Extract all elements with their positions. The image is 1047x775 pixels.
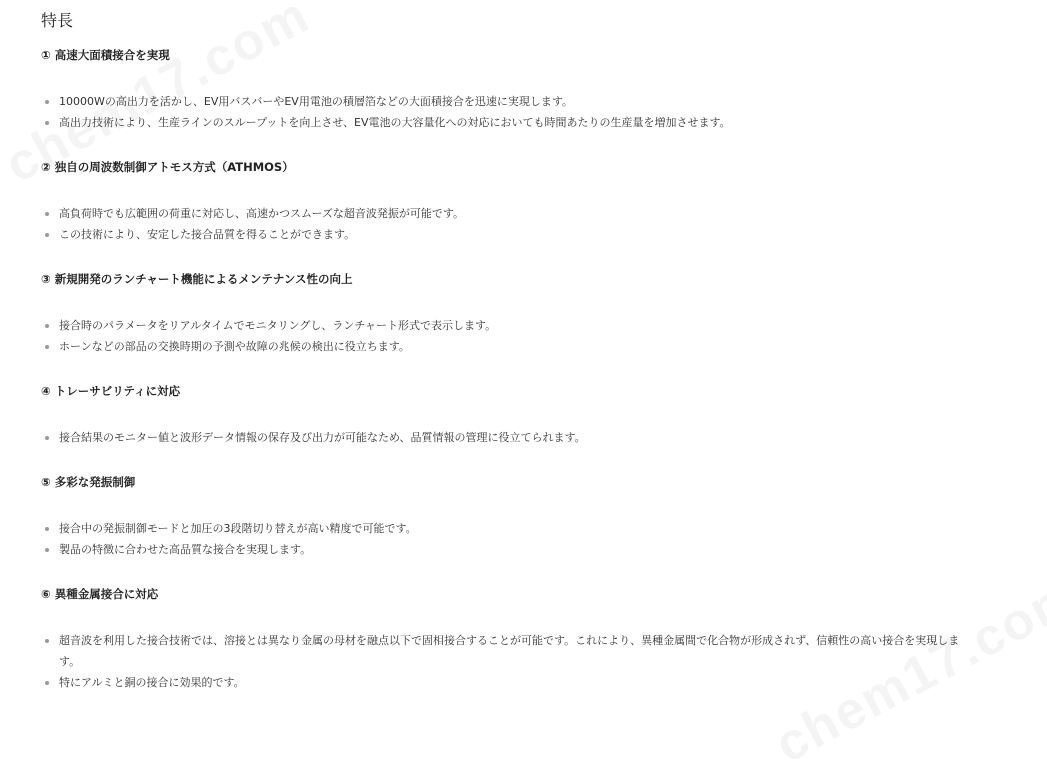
bullet-icon bbox=[45, 345, 49, 349]
list-item bbox=[41, 336, 1001, 357]
bullet-list bbox=[41, 203, 1001, 245]
bullet-icon bbox=[45, 681, 49, 685]
bullet-list bbox=[41, 91, 1001, 133]
section-heading: ⑥ 異種金属接合に対応 bbox=[41, 587, 159, 601]
list-item bbox=[41, 427, 1001, 448]
list-item bbox=[41, 315, 1001, 336]
bullet-list bbox=[41, 427, 1001, 448]
page-title: 特長 bbox=[41, 11, 74, 30]
list-item bbox=[41, 91, 1001, 112]
bullet-icon bbox=[45, 527, 49, 531]
section-heading: ② 独自の周波数制御アトモス方式（ATHMOS） bbox=[41, 160, 294, 174]
list-item bbox=[41, 539, 1001, 560]
list-item-text: 接合結果のモニター値と波形データ情報の保存及び出力が可能なため、品質情報の管理に役立てられます。 bbox=[59, 431, 586, 444]
list-item-text: 10000Wの高出力を活かし、EV用バスバーやEV用電池の積層箔などの大面積接合を迅速に実現します。 bbox=[59, 95, 573, 108]
bullet-icon bbox=[45, 212, 49, 216]
section-heading: ⑤ 多彩な発振制御 bbox=[41, 475, 136, 489]
list-item-text: 接合時のパラメータをリアルタイムでモニタリングし、ランチャート形式で表示します。 bbox=[59, 319, 497, 332]
bullet-icon bbox=[45, 436, 49, 440]
feature-section-3 bbox=[41, 270, 1001, 357]
feature-section-1 bbox=[41, 46, 1001, 133]
bullet-list bbox=[41, 630, 1001, 693]
list-item-text: 高負荷時でも広範囲の荷重に対応し、高速かつスムーズな超音波発振が可能です。 bbox=[59, 207, 465, 220]
section-heading: ④ トレーサビリティに対応 bbox=[41, 384, 181, 398]
list-item-text: この技術により、安定した接合品質を得ることができます。 bbox=[59, 228, 356, 241]
list-item bbox=[41, 224, 1001, 245]
list-item-text: ホーンなどの部品の交換時期の予測や故障の兆候の検出に役立ちます。 bbox=[59, 340, 410, 353]
list-item bbox=[41, 203, 1001, 224]
bullet-icon bbox=[45, 548, 49, 552]
list-item-text: 特にアルミと銅の接合に効果的です。 bbox=[59, 676, 245, 689]
list-item bbox=[41, 672, 1001, 693]
bullet-list bbox=[41, 315, 1001, 357]
bullet-icon bbox=[45, 233, 49, 237]
section-heading: ① 高速大面積接合を実現 bbox=[41, 48, 170, 62]
list-item-text: 接合中の発振制御モードと加圧の3段階切り替えが高い精度で可能です。 bbox=[59, 522, 417, 535]
list-item-text: 高出力技術により、生産ラインのスループットを向上させ、EV電池の大容量化への対応においても時間あたりの生産量を増加させます。 bbox=[59, 116, 731, 129]
list-item-text: 製品の特徴に合わせた高品質な接合を実現します。 bbox=[59, 543, 312, 556]
list-item bbox=[41, 112, 1001, 133]
section-heading: ③ 新規開発のランチャート機能によるメンテナンス性の向上 bbox=[41, 272, 353, 286]
features-content bbox=[41, 8, 1001, 693]
bullet-icon bbox=[45, 324, 49, 328]
feature-section-2 bbox=[41, 158, 1001, 245]
feature-section-6 bbox=[41, 585, 1001, 693]
bullet-icon bbox=[45, 100, 49, 104]
list-item bbox=[41, 630, 1001, 672]
list-item bbox=[41, 518, 1001, 539]
feature-section-5 bbox=[41, 473, 1001, 560]
feature-section-4 bbox=[41, 382, 1001, 448]
list-item-text: 超音波を利用した接合技術では、溶接とは異なり金属の母材を融点以下で固相接合することが可能です。これにより、異種金属間で化合物が形成されず、信頼性の高い接合を実現します。 bbox=[59, 634, 960, 668]
bullet-icon bbox=[45, 121, 49, 125]
bullet-icon bbox=[45, 639, 49, 643]
bullet-list bbox=[41, 518, 1001, 560]
